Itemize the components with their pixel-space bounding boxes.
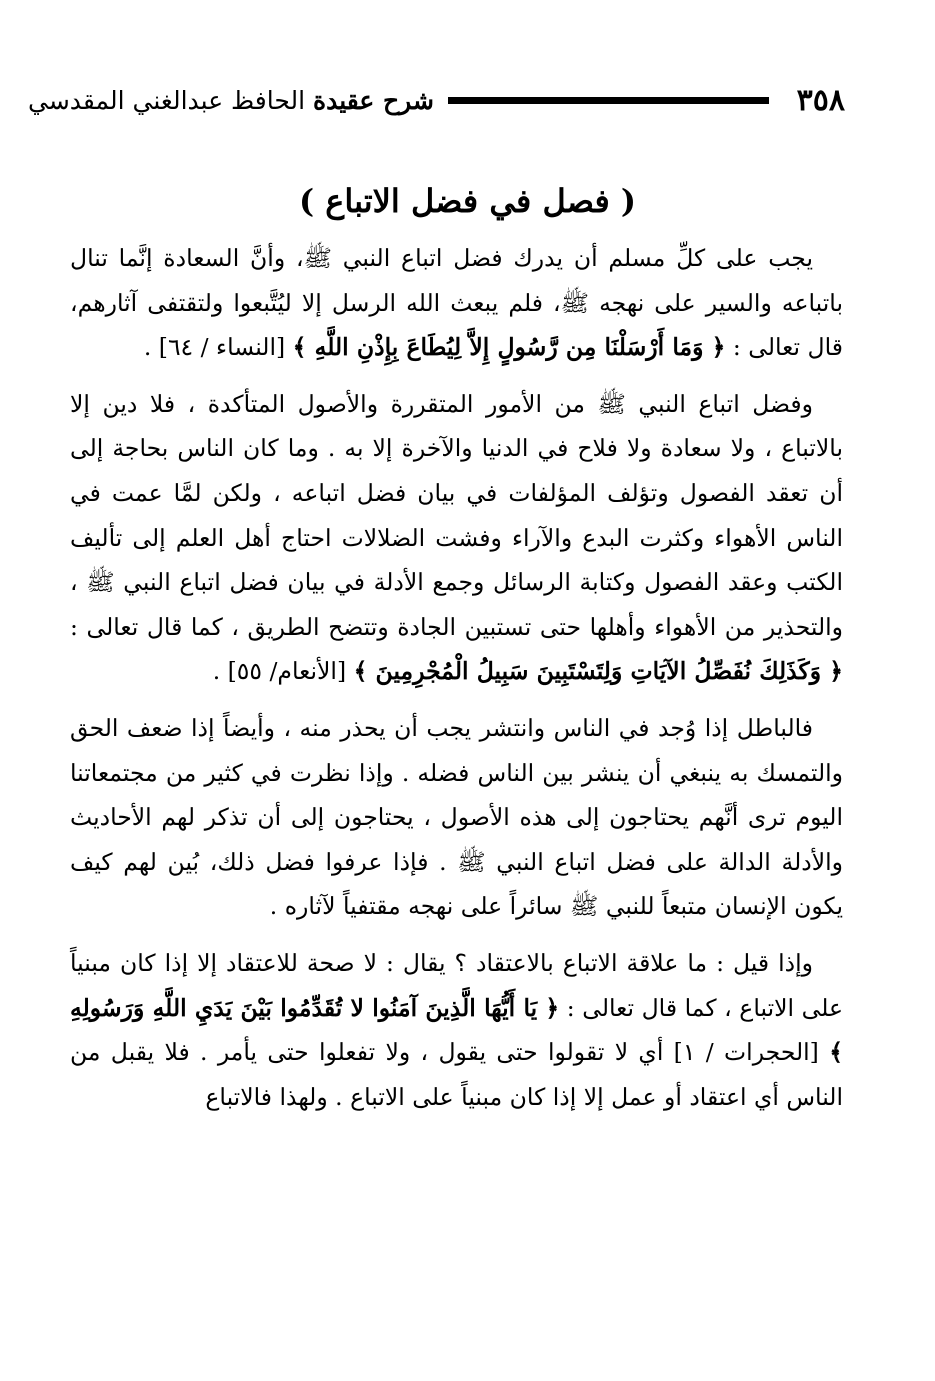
page-number: ٣٥٨ [796,82,845,118]
quran-verse: ﴿ وَمَا أَرْسَلْنَا مِن رَّسُولٍ إِلاَّ لِيُطَاعَ بِإِذْنِ اللَّهِ ﴾ [292,333,726,362]
paragraph-3: فالباطل إذا وُجد في الناس وانتشر يجب أن يحذر منه ، وأيضاً إذا ضعف الحق والتمسك به ينبغي أن ينشر بين الناس فضله . وإذا نظرت في كثير من مجتمعاتنا اليوم ترى أنَّهم يحتاجون إلى هذه الأصول ، يحتاجون إلى أن تذكر لهم الأحاديث والأدلة الدالة على فضل اتباع النبي ﷺ . فإذا عرفوا فضل ذلك، بُين لهم كيف يكون الإنسان متبعاً للنبي ﷺ سائراً على نهجه مقتفياً لآثاره . [70,713,843,921]
paragraph-2: وفضل اتباع النبي ﷺ من الأمور المتقررة والأصول المتأكدة ، فلا دين إلا بالاتباع ، ولا سعادة ولا فلاح في الدنيا والآخرة إلا به . وما كان الناس بحاجة إلى أن تعقد الفصول وتؤلف المؤلفات في بيان فضل اتباعه ، ولكن لمَّا عمت في الناس الأهواء وكثرت البدع والآراء وفشت الضلالات احتاج أهل العلم إلى تأليف الكتب وعقد الفصول وكتابة الرسائل وجمع الأدلة في بيان فضل اتباع النبي ﷺ ، والتحذير من الأهواء وأهلها حتى تستبين الجادة وتتضح الطريق ، كما قال تعالى : ﴿ وَكَذَلِكَ نُفَصِّلُ الآيَاتِ وَلِتَسْتَبِينَ سَبِيلُ الْمُجْرِمِينَ ﴾ [الأنعام/ ٥٥] . [70,389,843,686]
header-rule [448,97,769,104]
quran-verse: ﴿ وَكَذَلِكَ نُفَصِّلُ الآيَاتِ وَلِتَسْتَبِينَ سَبِيلُ الْمُجْرِمِينَ ﴾ [353,657,843,686]
quran-verse: ﴿ يَا أَيُّهَا الَّذِينَ آمَنُوا لا تُقَدِّمُوا بَيْنَ يَدَيِ اللَّهِ وَرَسُولِهِ ﴾ [70,993,843,1067]
book-title [28,86,434,115]
body-text [70,236,843,1131]
paragraph-4: وإذا قيل : ما علاقة الاتباع بالاعتقاد ؟ يقال : لا صحة للاعتقاد إلا إذا كان مبنياً على الاتباع ، كما قال تعالى : ﴿ يَا أَيُّهَا الَّذِينَ آمَنُوا لا تُقَدِّمُوا بَيْنَ يَدَيِ اللَّهِ وَرَسُولِهِ ﴾ [الحجرات / ١] أي لا تقولوا حتى يقول ، ولا تفعلوا حتى يأمر . فلا يقبل من الناس أي اعتقاد أو عمل إلا إذا كان مبنياً على الاتباع . ولهذا فالاتباع [70,948,843,1111]
verse-reference: [الأنعام/ ٥٥] . [212,657,347,686]
verse-reference: [النساء / ٦٤] . [143,333,286,362]
book-title-bold: شرح عقيدة [313,85,434,115]
running-header [28,78,845,122]
section-heading: ( فصل في فضل الاتباع ) [298,182,637,220]
book-title-rest: الحافظ عبدالغني المقدسي [28,85,306,115]
paragraph-1: يجب على كلِّ مسلم أن يدرك فضل اتباع النبي ﷺ، وأنَّ السعادة إنَّما تنال باتباعه والسير على نهجه ﷺ، فلم يبعث الله الرسل إلا ليُتَّبعوا ولتقتفى آثارهم، قال تعالى : ﴿ وَمَا أَرْسَلْنَا مِن رَّسُولٍ إِلاَّ لِيُطَاعَ بِإِذْنِ اللَّهِ ﴾ [النساء / ٦٤] . [70,244,843,362]
